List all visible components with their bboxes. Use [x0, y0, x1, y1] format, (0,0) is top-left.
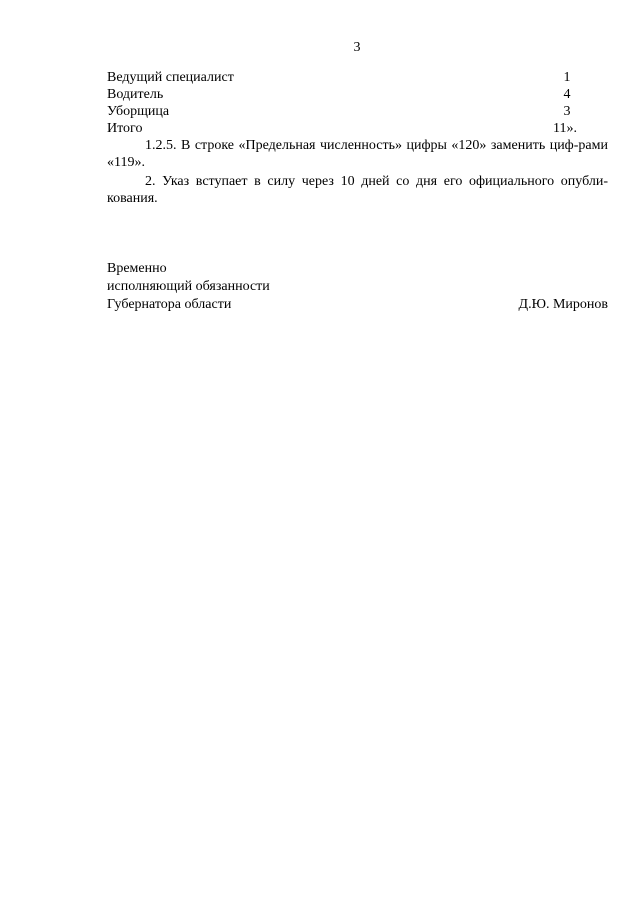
- page-number: 3: [353, 40, 361, 55]
- signature-block: [107, 260, 608, 314]
- signature-title-line-2: исполняющий обязанности: [107, 279, 270, 294]
- staff-total-count: 11».: [553, 121, 577, 136]
- staff-position: Водитель: [107, 87, 164, 102]
- staff-table: [107, 69, 607, 137]
- staff-position: Ведущий специалист: [107, 70, 234, 85]
- staff-position: Уборщица: [107, 104, 170, 119]
- staff-row-total: [107, 120, 607, 137]
- staff-total-label: Итого: [107, 121, 143, 136]
- signature-title-line-3: Губернатора области: [107, 297, 232, 312]
- staff-count: 1: [563, 70, 571, 85]
- signatory-name: Д.Ю. Миронов: [518, 297, 608, 312]
- paragraph-effective-date: 2. Указ вступает в силу через 10 дней со дня его официального опубли-кования.: [107, 174, 608, 206]
- staff-row: [107, 86, 607, 103]
- staff-row: [107, 103, 607, 120]
- signature-title-line-1: Временно: [107, 261, 167, 276]
- staff-count: 3: [563, 104, 571, 119]
- staff-count: 4: [563, 87, 571, 102]
- paragraph-amendment: 1.2.5. В строке «Предельная численность» цифры «120» заменить циф-рами «119».: [107, 138, 608, 170]
- staff-row: [107, 69, 607, 86]
- signature-last-line: [107, 296, 608, 314]
